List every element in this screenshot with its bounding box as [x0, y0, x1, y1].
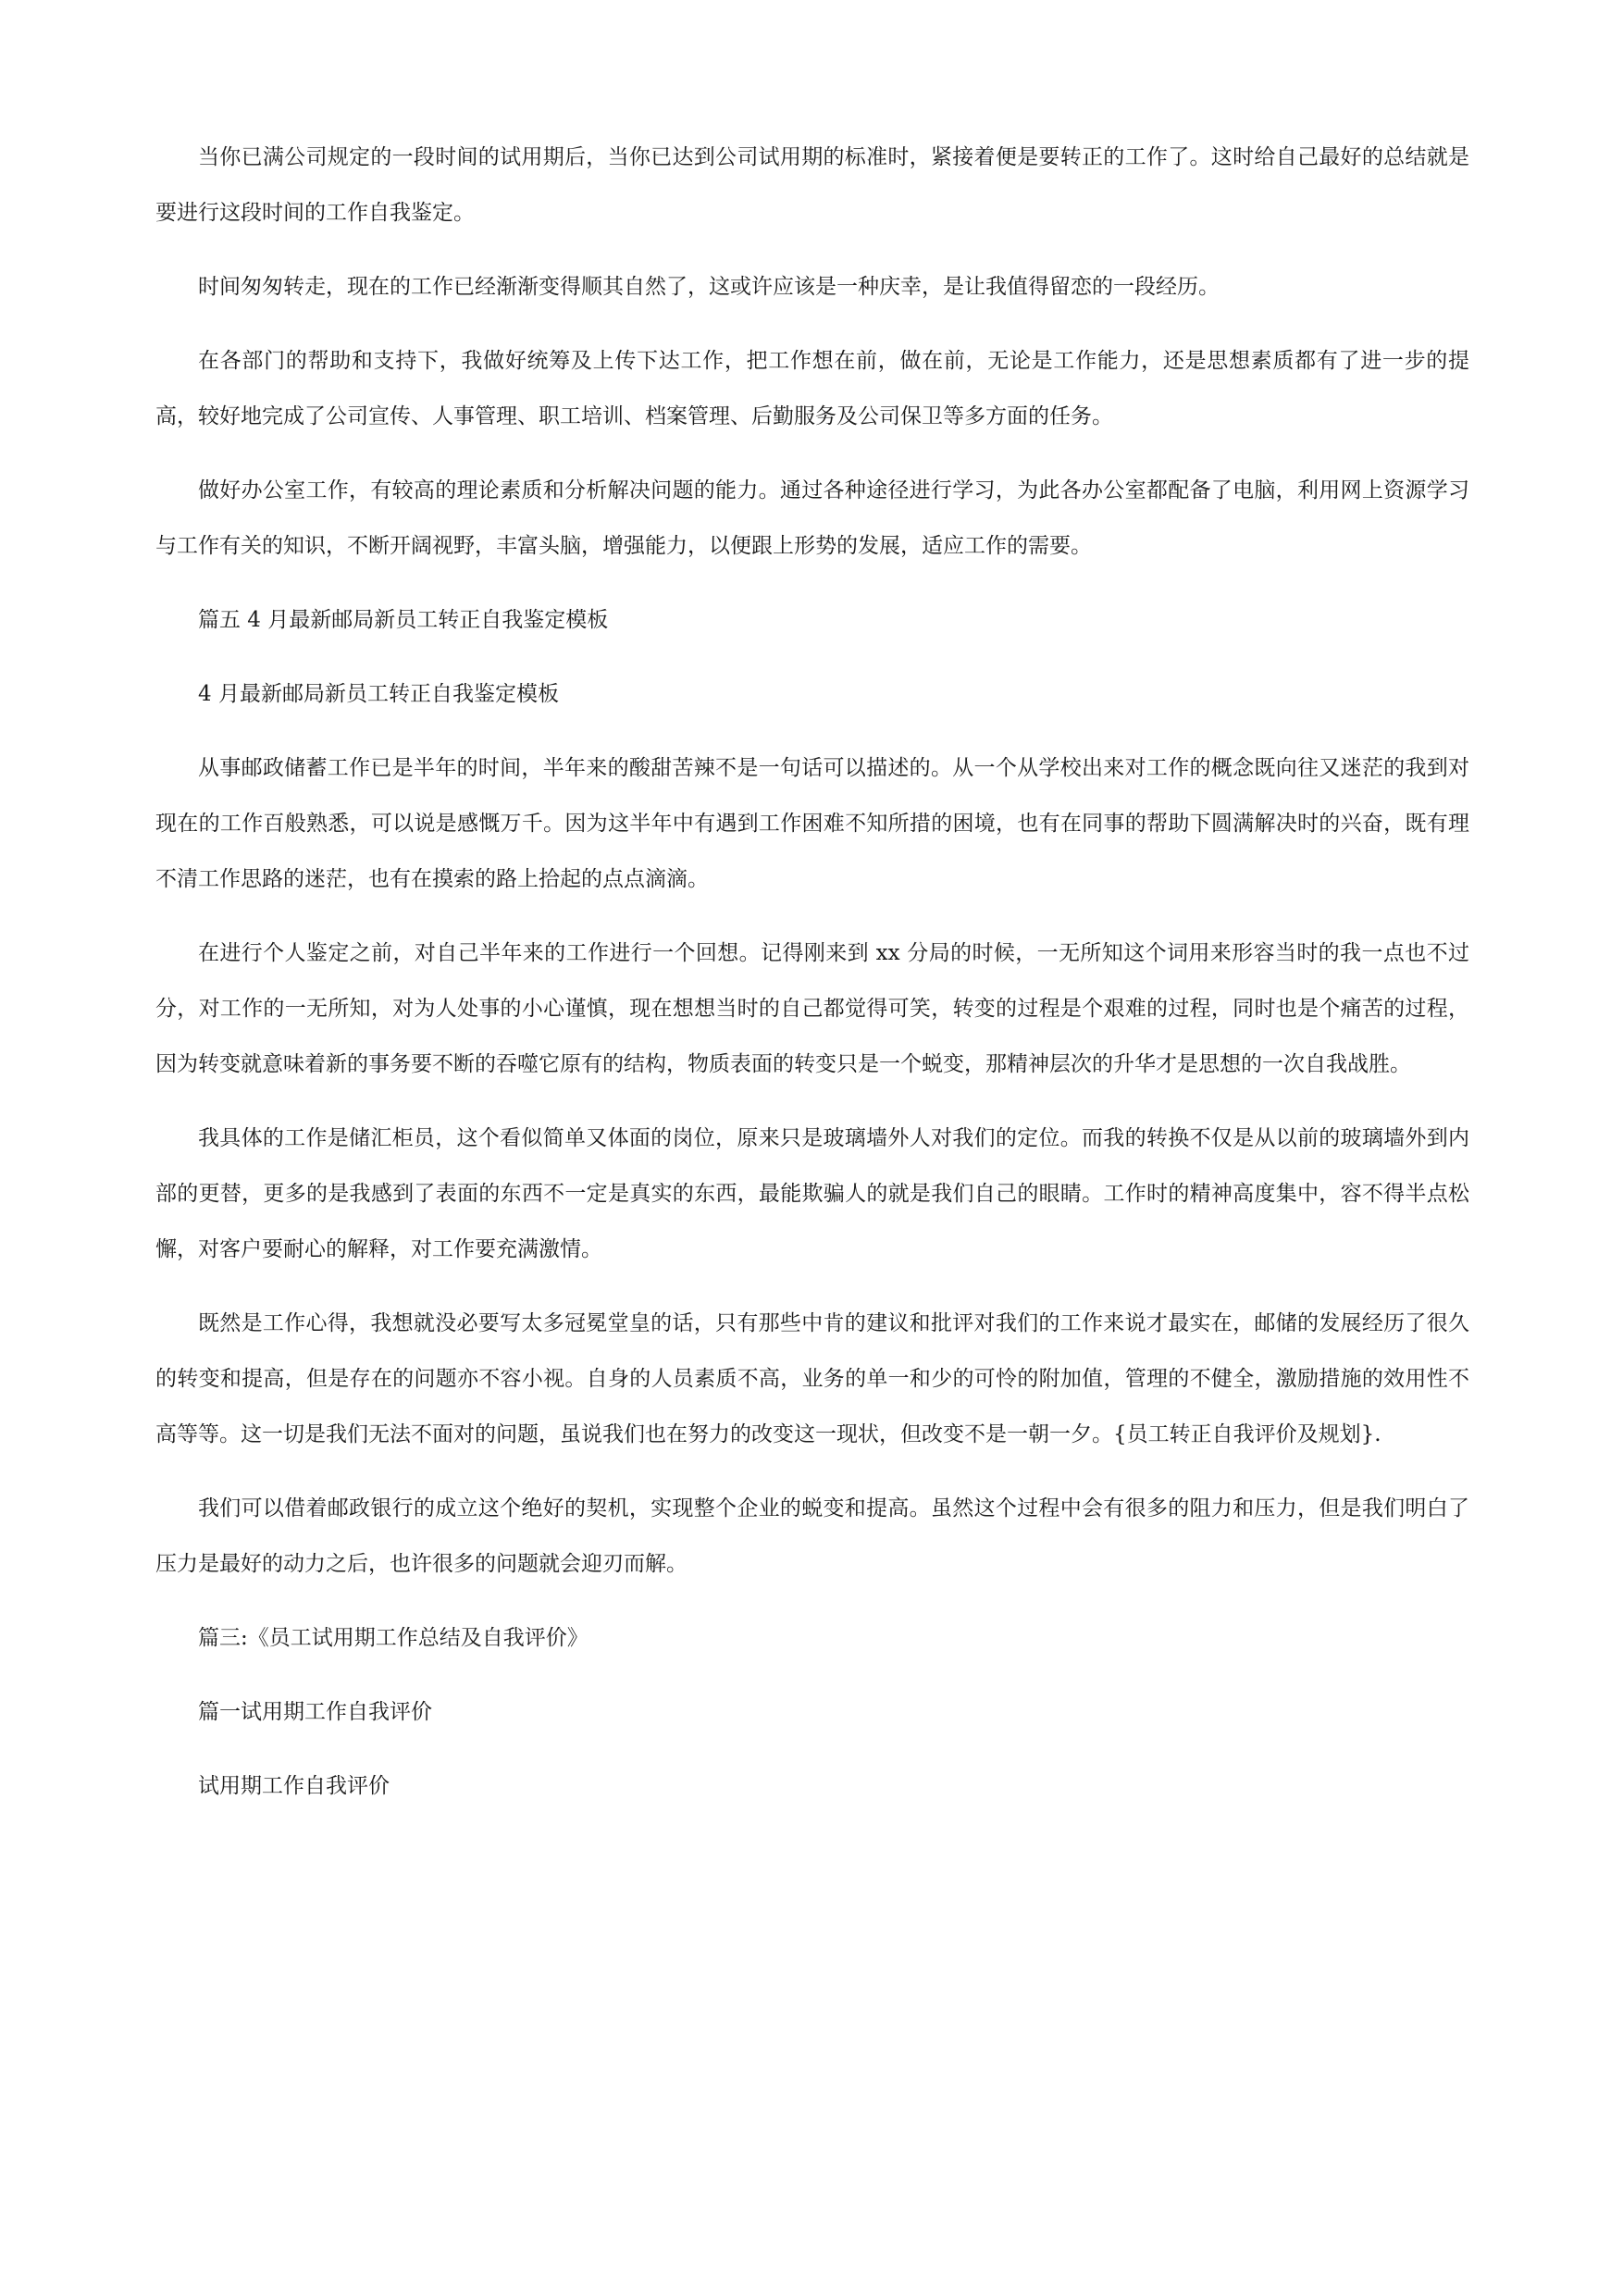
section-title: 4 月最新邮局新员工转正自我鉴定模板 — [198, 682, 559, 706]
paragraph: 当你已满公司规定的一段时间的试用期后，当你已达到公司试用期的标准时，紧接着便是要转正的工作了。这时给自己最好的总结就是要进行这段时间的工作自我鉴定。 — [155, 145, 1469, 225]
section-title: 试用期工作自我评价 — [198, 1774, 390, 1798]
paragraph: 在进行个人鉴定之前，对自己半年来的工作进行一个回想。记得刚来到 xx 分局的时候，一无所知这个词用来形容当时的我一点也不过分，对工作的一无所知，对为人处事的小心谨慎，现在想想当时的自己都觉得可笑，转变的过程是个艰难的过程，同时也是个痛苦的过程，因为转变就意味着新的事务要不断的吞噬它原有的结构，物质表面的转变只是一个蜕变，那精神层次的升华才是思想的一次自我战胜。 — [155, 941, 1469, 1076]
paragraph: 从事邮政储蓄工作已是半年的时间，半年来的酸甜苦辣不是一句话可以描述的。从一个从学校出来对工作的概念既向往又迷茫的我到对现在的工作百般熟悉，可以说是感慨万千。因为这半年中有遇到工作困难不知所措的困境，也有在同事的帮助下圆满解决时的兴奋，既有理不清工作思路的迷茫，也有在摸索的路上拾起的点点滴滴。 — [155, 756, 1469, 891]
paragraph: 我具体的工作是储汇柜员，这个看似简单又体面的岗位，原来只是玻璃墙外人对我们的定位。而我的转换不仅是从以前的玻璃墙外到内部的更替，更多的是我感到了表面的东西不一定是真实的东西，最能欺骗人的就是我们自己的眼睛。工作时的精神高度集中，容不得半点松懈，对客户要耐心的解释，对工作要充满激情。 — [155, 1126, 1469, 1261]
paragraph: 在各部门的帮助和支持下，我做好统筹及上传下达工作，把工作想在前，做在前，无论是工作能力，还是思想素质都有了进一步的提高，较好地完成了公司宣传、人事管理、职工培训、档案管理、后勤服务及公司保卫等多方面的任务。 — [155, 349, 1469, 428]
section-heading: 篇三:《员工试用期工作总结及自我评价》 — [198, 1626, 588, 1650]
section-heading: 篇一试用期工作自我评价 — [198, 1700, 432, 1724]
document-body — [155, 130, 1469, 1832]
section-heading: 篇五 4 月最新邮局新员工转正自我鉴定模板 — [198, 608, 609, 632]
paragraph: 既然是工作心得，我想就没必要写太多冠冕堂皇的话，只有那些中肯的建议和批评对我们的工作来说才最实在，邮储的发展经历了很久的转变和提高，但是存在的问题亦不容小视。自身的人员素质不高，业务的单一和少的可怜的附加值，管理的不健全，激励措施的效用性不高等等。这一切是我们无法不面对的问题，虽说我们也在努力的改变这一现状，但改变不是一朝一夕。{员工转正自我评价及规划}. — [155, 1311, 1469, 1446]
paragraph: 做好办公室工作，有较高的理论素质和分析解决问题的能力。通过各种途径进行学习，为此各办公室都配备了电脑，利用网上资源学习与工作有关的知识，不断开阔视野，丰富头脑，增强能力，以便跟上形势的发展，适应工作的需要。 — [155, 478, 1469, 558]
paragraph: 时间匆匆转走，现在的工作已经渐渐变得顺其自然了，这或许应该是一种庆幸，是让我值得留恋的一段经历。 — [198, 275, 1220, 299]
paragraph: 我们可以借着邮政银行的成立这个绝好的契机，实现整个企业的蜕变和提高。虽然这个过程中会有很多的阻力和压力，但是我们明白了压力是最好的动力之后，也许很多的问题就会迎刃而解。 — [155, 1496, 1469, 1576]
